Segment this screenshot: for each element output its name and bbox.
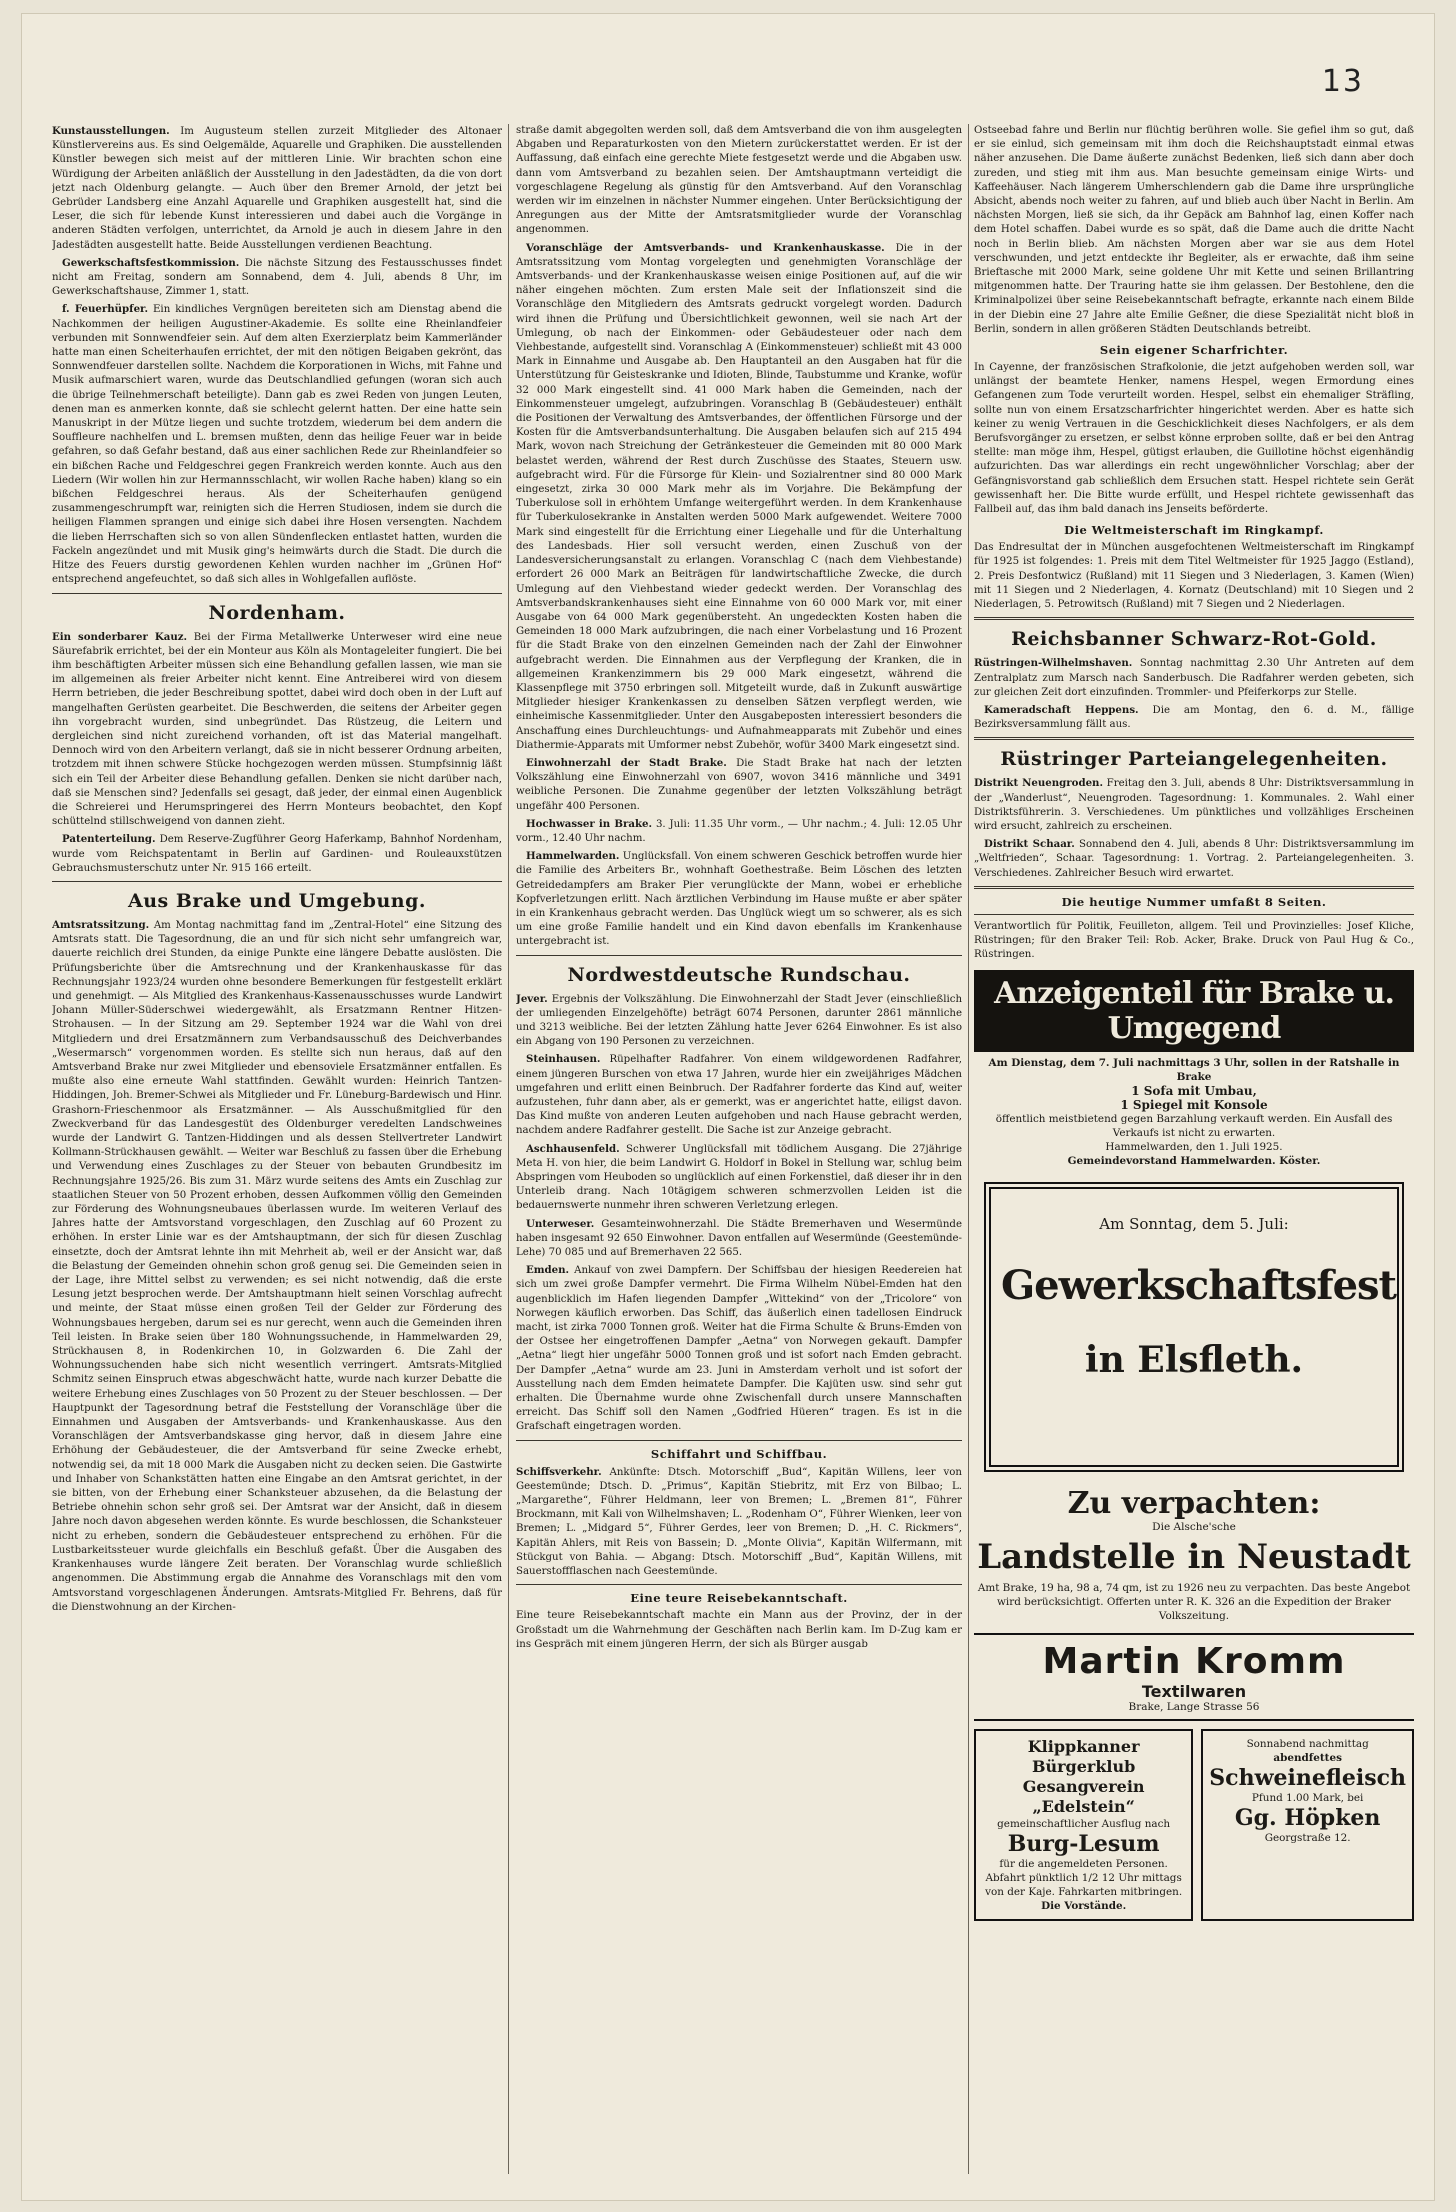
page-number: 13: [1321, 64, 1364, 99]
notice-schaar: Distrikt Schaar. Sonnabend den 4. Juli, abends 8 Uhr: Distriktsversammlung im „Weltfrieden“, Schaar. Tagesordnung: 1. Vortrag. 2. Parteiangelegenheiten. 3. Verschiedenes. Zahlreicher Besuch wird erwartet.: [974, 838, 1414, 879]
section-heading-schiffahrt: Schiffahrt und Schiffbau.: [650, 1446, 828, 1461]
notice-heppens: Kameradschaft Heppens. Die am Montag, den 6. d. M., fällige Bezirksversammlung fällt aus.: [974, 703, 1414, 731]
article-kunstausstellungen: Kunstausstellungen. Im Augusteum stellen zurzeit Mitglieder des Altonaer Künstlervereins aus. Es sind Oelgemälde, Aquarelle und Graphiken. Die ausstellenden Künstler bewegen sich meist auf der mittleren Linie. Wir brachten schon eine Würdigung der Arbeiten anläßlich der Ausstellung in den Jadestädten, da die von dort jetzt nach Oldenburg gelangte. — Auch über den Bremer Arnold, der jetzt bei Gebrüder Landsberg eine Anzahl Aquarelle und Graphiken ausgestellt hat, sind die Leser, die sich für lebende Kunst interessieren und dabei auch die Vorgänge in anderen Städten verfolgen, unterrichtet, da Arnold je auch in diesem Jahre in den Jadestädten ausgestellt hatte. Beide Ausstellungen verdienen Beachtung.: [52, 125, 502, 251]
ad-gewerkschaftsfest: Am Sonntag, dem 5. Juli: Gewerkschaftsfest in Elsfleth.: [984, 1182, 1404, 1472]
article-emden: Emden. Ankauf von zwei Dampfern. Der Schiffsbau der hiesigen Reedereien hat sich um zwei große Dampfer vermehrt. Die Firma Wilhelm Nübel-Emden hat den augenblicklich im Hafen liegenden Dampfer „Wittekind“ von der „Tricolore“ von Norwegen käuflich erworben. Das Schiff, das äußerlich einen tadellosen Eindruck macht, ist zirka 7000 Tonnen groß. Weiter hat die Firma Schulte & Bruns-Emden von der Ostsee her eingetroffenen Dampfer „Aetna“ von Norwegen gekauft. Dampfer „Aetna“ liegt hier ungefähr 5000 Tonnen groß und ist sofort nach Emden gebracht. Der Dampfer „Aetna“ wurde am 23. Juni in Amsterdam verholt und ist sofort der Ausstellung nach dem Emden heimatete Dampfer. Die Kajüten usw. sind sehr gut erhalten. Die Übernahme wurde ohne Zwischenfall durch unsere Mannschaften erreicht. Das Schiff soll den Namen „Godfried Hüeren“ tragen. Es ist in die Grafschaft eingetragen worden.: [516, 1264, 962, 1433]
article-scharfrichter: In Cayenne, der französischen Strafkolonie, die jetzt aufgehoben werden soll, war unlängst der beamtete Henker, namens Hespel, wegen Ermordung eines Gefangenen zum Tode verurteilt worden. Hespel, selbst ein ehemaliger Sträfling, sollte nun von einem Ersatzscharfrichter hingerichtet werden. Aber es hatte sich keiner zu wenig Vertrauen in die Geschicklichkeit dieses Nachfolgers, er als dem Berufsvorgänger zu ersetzen, er selbst könne erproben sollte, daß er bei den Antrag stellte: man möge ihm, Hespel, gütigst erlauben, die Guillotine höchst eigenhändig aufzurichten. Das war allerdings ein recht ungewöhnlicher Vorschlag; aber der Gefängnisvorstand gab schließlich dem Ersuchen statt. Hespel richtete sein Gerät gewissenhaft her. Die Bitte wurde erfüllt, und Hespel richtete gewissenhaft das Fallbeil auf, das ihm bald danach ins Jenseits beförderte.: [974, 362, 1414, 516]
divider: [516, 1584, 962, 1585]
article-amtsratssitzung: Amtsratssitzung. Am Montag nachmittag fand im „Zentral-Hotel“ eine Sitzung des Amtsrats statt. Die Tagesordnung, die an und für sich nicht sehr umfangreich war, dauerte reichlich drei Stunden, da einige Punkte eine längere Debatte auslösten. Die Prüfungsberichte über die Amtsrechnung und der Krankenhauskasse für das Rechnungsjahr 1923/24 wurden ohne besondere Bemerkungen für festgestellt erklärt und genehmigt. — Als Mitglied des Krankenhaus-Kassenausschusses wurde Landwirt Johann Müller-Süderschwei wiedergewählt, als Ersatzmann Rentner Hitzen-Strohausen. — In der Sitzung am 29. September 1924 war die Wahl von drei Mitgliedern und drei Ersatzmännern zum Verbandsausschuß des Deichverbandes „Wesermarsch“ vorgenommen worden. Es stellte sich nun heraus, daß auf den Amtsverband Brake nur zwei Mitglieder und ebensoviele Ersatzmänner entfallen. Es mußte also eine erneute Wahl stattfinden. Gewählt wurden: Heinrich Tantzen-Hiddingen, Joh. Bremer-Schwei als Mitglieder und Fr. Lüneburg-Bardewisch und Hinr. Grashorn-Frieschenmoor als Ersatzmänner. — Als Ausschußmitglied für den Zweckverband für das Landesgestüt des Oldenburger veredelten Landschweines wurde der Landwirt G. Tantzen-Hiddingen und als dessen Stellvertreter Landwirt Kollmann-Strückhausen gewählt. — Weiter war Beschluß zu fassen über die Erhebung und Verwendung eines Zuschlages zu der Steuer von bebauten Grundbesitz im Rechnungsjahre 1925/26. Bis zum 31. März wurde seitens des Amts ein Zuschlag zur staatlichen Steuer von 50 Prozent erhoben, dessen Aufkommen völlig den Gemeinden zur Förderung des Wohnungsneubaues überlassen wurde. Im weiteren Verlauf des Jahres hatte der Amtsvorstand vorgeschlagen, den Zuschlag auf 60 Prozent zu erhöhen. In erster Linie war es der Amtshauptmann, der sich für diesen Zuschlag einsetzte, doch der Amtsrat lehnte ihn mit Mehrheit ab, weil er der Ansicht war, daß die Belastung der Gemeinden ohnehin schon groß genug sei. Die Gemeinden seien in der Lage, ihre Mittel selbst zu verwenden; es sei nicht notwendig, daß die erste Lesung jetzt besprochen werde. Der Amtshauptmann hielt seinen Vorschlag aufrecht und meinte, der Staat müsse einen großen Teil der Gelder zur Förderung des Wohnungsbaues hergeben, darum sei es nur gerecht, wenn auch die Gemeinden ihren Teil leisten. In Brake seien über 180 Wohnungssuchende, in Hammelwarden 29, Strückhausen 8, in Rodenkirchen 10, in Golzwarden 6. Die Zahl der Wohnungssuchenden habe sich nicht wesentlich verringert. Amtsrats-Mitglied Schmitz seinen Einspruch etwas abgeschwächt hatte, wurde nach kurzer Debatte die weitere Erhebung eines Zuschlages von 50 Prozent zu der Steuer beschlossen. — Der Hauptpunkt der Tagesordnung betraf die Feststellung der Voranschläge über die Einnahmen und Ausgaben der Amtsverbands- und Krankenhauskasse. Aus den Voranschlägen der Amtsverbandskasse ging hervor, daß in diesem Jahre eine Erhöhung der Gebäudesteuer, die der Amtsverband für seine Zwecke erhebt, notwendig sei, da mit 18 000 Mark die Ausgaben nicht zu decken seien. Die Gastwirte und Inhaber von Schankstätten hatten eine Eingabe an den Amtsrat gerichtet, in der sie bitten, von der Erhebung einer Schanksteuer abzusehen, da die Belastung der Betriebe ohnehin schon sehr groß sei. Der Amtsrat war der Ansicht, daß in diesem Jahre noch davon abgesehen werden könnte. Es wurde beschlossen, die Schanksteuer nicht zu erheben, sondern die Gebäudesteuer entsprechend zu erhöhen. Für die Lustbarkeitssteuer wurde gleichfalls ein Beschluß gefaßt. Über die Ausgaben des Krankenhauses wurde längere Zeit beraten. Der Voranschlag wurde schließlich angenommen. Die Abstimmung ergab die Annahme des Voranschlags mit den vom Amtsvorstand vorgeschlagenen Änderungen. Amtsrats-Mitglied Fr. Behrens, daß für die Dienstwohnung an der Kirchen-: [52, 918, 502, 1613]
article-hochwasser: Hochwasser in Brake. 3. Juli: 11.35 Uhr vorm., — Uhr nachm.; 4. Juli: 12.05 Uhr vorm., 12.40 Uhr nachm.: [516, 817, 962, 844]
ad-verpachtung: Zu verpachten: Die Alsche'sche Landstelle in Neustadt Amt Brake, 19 ha, 98 a, 74 qm, ist zu 1926 neu zu verpachten. Das beste Angebot wird berücksichtigt. Offerten unter R. K. 326 an die Expedition der Braker Volkszeitung.: [977, 1486, 1411, 1623]
column-3: [974, 124, 1414, 2174]
ads-row: [974, 1729, 1414, 1921]
divider: [974, 914, 1414, 915]
notice-neuengroden: Distrikt Neuengroden. Freitag den 3. Juli, abends 8 Uhr: Distriktsversammlung in der „Wanderlust“, Neuengroden. Tagesordnung: 1. Kommunales. 2. Wahl einer Distriktsführerin. 3. Verschiedenes. Um pünktliches und vollzähliges Erscheinen wird ersucht, zahlreich zu erscheinen.: [974, 777, 1414, 832]
impressum: Verantwortlich für Politik, Feuilleton, allgem. Teil und Provinzielles: Josef Kliche, Rüstringen; für den Braker Teil: Rob. Acker, Brake. Druck von Paul Hug & Co., Rüstringen.: [974, 920, 1414, 961]
article-einwohnerzahl-brake: Einwohnerzahl der Stadt Brake. Die Stadt Brake hat nach der letzten Volkszählung eine Einwohnerzahl von 6907, wovon 3416 männliche und 3491 weibliche Personen. Die Zunahme gegenüber der letzten Volkszählung beträgt ungefähr 400 Personen.: [516, 756, 962, 812]
section-heading-nordwest: Nordwestdeutsche Rundschau.: [567, 963, 911, 986]
section-heading-scharfrichter: Sein eigener Scharfrichter.: [1099, 343, 1289, 358]
column-rule: [508, 124, 509, 2174]
article-festkommission: Gewerkschaftsfestkommission. Die nächste Sitzung des Festausschusses findet nicht am Freitag, sondern am Sonnabend, dem 4. Juli, abends 8 Uhr, im Gewerkschaftshause, Zimmer 1, statt.: [52, 256, 502, 298]
article-reise-continued: Ostseebad fahre und Berlin nur flüchtig berühren wolle. Sie gefiel ihm so gut, daß er sie einlud, sich gemeinsam mit ihm doch die Reichshauptstadt einmal etwas näher anzusehen. Die Dame äußerte zunächst Bedenken, ließ sich dann aber doch zureden, und stieg mit ihm aus. Man besuchte gemeinsam einige Wirts- und Kaffeehäuser. Nach längerem Umherschlendern gab die Dame ihre ursprüngliche Absicht, abends noch weiter zu fahren, auf und blieb auch über Nacht in Berlin. Am nächsten Morgen, ließ sie sich, da ihr Gepäck am Bahnhof lag, einen Koffer nach dem Hotel schaffen. Dabei wurde es so spät, daß die Dame auch die dritte Nacht noch in Berlin blieb. Am nächsten Morgen aber war sie aus dem Hotel verschwunden, und jetzt entdeckte ihr Begleiter, als er erwachte, daß ihm seine Brieftasche mit 2000 Mark, seine goldene Uhr mit Kette und seinen Brillantring mitgenommen hatte. Der Trauring hatte sie ihm gelassen. Der Bestohlene, den die Kriminalpolizei über seine Reisebekanntschaft befragte, erkannte nach einem Bilde in der Diebin eine 27 Jahre alte Emilie Geßner, die diese Spezialität nicht bloß in Berlin, sondern in allen größeren Städten Deutschlands betreibt.: [974, 125, 1414, 335]
article-patenterteilung: Patenterteilung. Dem Reserve-Zugführer Georg Haferkamp, Bahnhof Nordenham, wurde vom Reichspatentamt in Berlin auf Gardinen- und Rouleauxstützen Gebrauchsmusterschutz unter Nr. 915 166 erteilt.: [52, 833, 502, 874]
article-sonderbarer-kauz: Ein sonderbarer Kauz. Bei der Firma Metallwerke Unterweser wird eine neue Säurefabrik errichtet, bei der ein Monteur aus Köln als Montageleiter fungiert. Die bei ihm beschäftigten Arbeiter müssen sich eine Behandlung gefallen lassen, wie man sie im allgemeinen als freier Arbeiter nicht kennt. Eine Antreiberei wird von diesem Herrn betrieben, die jeder Beschreibung spottet, dabei wird doch oben in der Luft auf mangelhaften Gerüsten gearbeitet. Die Beschwerden, die seitens der Arbeiter gegen ihn vorgebracht wurden, sind unbegründet. Das Rüstzeug, die Leitern und dergleichen sind nicht zureichend vorhanden, oft ist das Material mangelhaft. Dennoch wird von den Arbeitern verlangt, daß sie in nicht besserer Ordnung arbeiten, trotzdem mit ihnen schwere Stücke hochgezogen werden müssen. Stumpfsinnig läßt sich ein Teil der Arbeiter diese Behandlung gefallen. Denken sie nicht darüber nach, daß sie Menschen sind? Jedenfalls sei gesagt, daß jeder, der einmal einen Augenblick die Schreierei und Herumspringerei des Herrn Monteurs beobachtet, den Kopf schüttelnd stillschweigend von dannen zieht.: [52, 630, 502, 828]
section-heading-parteiangelegenheiten: Rüstringer Parteiangelegenheiten.: [1000, 748, 1388, 771]
article-reisebekanntschaft: Eine teure Reisebekanntschaft machte ein Mann aus der Provinz, der in der Großstadt um die Wahrnehmung der Geschäften nach Berlin kam. Im D-Zug kam er ins Gespräch mit einem jüngeren Herrn, der sich als Bürger ausgab: [516, 1610, 962, 1650]
section-heading-nordenham: Nordenham.: [208, 601, 346, 624]
article-voranschlaege: Voranschläge der Amtsverbands- und Krankenhauskasse. Die in der Amtsratssitzung vom Montag vorgelegten und genehmigten Voranschläge der Amtsverbands- und der Krankenhauskasse weisen einige Positionen auf, auf die wir näher eingehen möchten. Zum ersten Male seit der Inflationszeit sind die Voranschläge den Mitgliedern des Amtsrats gedruckt vorgelegt worden. Dadurch wird ihnen die Prüfung und Übersichtlichkeit gewonnen, weil sie nach Art der Umlegung, ob nach der Einkommen- oder Gebäudesteuer oder nach dem Viehbestande, aufgestellt sind. Voranschlag A (Einkommensteuer) schließt mit 43 000 Mark in Einnahme und Ausgabe ab. Den Hauptanteil an den Ausgaben hat für die Unterstützung für Geisteskranke und Idioten, Blinde, Taubstumme und Kranke, wofür 32 000 Mark eingestellt sind. 41 000 Mark haben die Gemeinden, nach der Einkommensteuer umgelegt, aufzubringen. Voranschlag B (Gebäudesteuer) enthält die Positionen der Verwaltung des Amtsverbandes, der öffentlichen Fürsorge und der Kosten für die Amtsverbandsunterhaltung. Die Ausgaben belaufen sich auf 215 494 Mark, wovon nach Streichung der Getränkesteuer die Gemeinden mit 80 000 Mark belastet werden, während der Rest durch Zuschüsse des Staates, Steuern usw. aufgebracht wird. Für die Fürsorge für Klein- und Sozialrentner sind 80 000 Mark eingesetzt, zirka 30 000 Mark mehr als im Vorjahre. Die Bekämpfung der Tuberkulose soll in erhöhtem Umfange weitergeführt werden. In dem Krankenhause für Tuberkulosekranke in Anstalten werden 5000 Mark aufgewendet. Weitere 7000 Mark sind eingestellt für die Errichtung einer Liegehalle und für die Unterhaltung des Landesbads. Hier soll versucht werden, einen Zuschuß von der Landesversicherungsanstalt zu erlangen. Voranschlag C (nach dem Viehbestande) erfordert 26 000 Mark an Beiträgen für landwirtschaftliche Zwecke, die durch Umlegung auf den Viehbestand wieder gedeckt werden. Der Voranschlag des Amtsverbandskrankenhauses sieht eine Einnahme von 60 000 Mark vor, mit einer Ausgabe von 64 000 Mark gegenübersteht. An ungedeckten Kosten haben die Gemeinden 18 000 Mark aufzubringen, die nach einer Vorbelastung und 16 Prozent für die Stadt Brake von den einzelnen Gemeinden nach der Zahl der Einwohner aufgebracht werden. Die Einnahmen aus der Verpflegung der Kranken, die in allgemeinen Krankenzimmern bis 29 000 Mark eingesetzt, während die Klassenpflege mit 3750 erbringen soll. Mitgeteilt wurde, daß in Zukunft auswärtige Mitglieder hiesiger Krankenkassen zu denselben Sätzen verpflegt werden, wie einheimische Kassenmitglieder. Unter den Ausgabeposten interessiert besonders die Anschaffung eines Durchleuchtungs- und Aufnahmeapparats mit Zubehör und eines Diathermie-Apparats mit Umformer nebst Zubehör, wofür 3400 Mark eingesetzt sind.: [516, 241, 962, 751]
notice-ruestringen: Rüstringen-Wilhelmshaven. Sonntag nachmittag 2.30 Uhr Antreten auf dem Zentralplatz zum Marsch nach Sanderbusch. Die Radfahrer werden gebeten, sich zur gleichen Zeit dort einzufinden. Trommler- und Pfeiferkorps zur Stelle.: [974, 657, 1414, 698]
divider: [516, 1440, 962, 1441]
column-1: [52, 124, 502, 2174]
article-weltmeisterschaft: Das Endresultat der in München ausgefochtenen Weltmeisterschaft im Ringkampf für 1925 ist folgendes: 1. Preis mit dem Titel Weltmeister für 1925 Jaggo (Estland), 2. Preis Desfontwicz (Rußland) mit 11 Siegen und 3 Niederlagen, 3. Kamen (Wien) mit 11 Siegen und 2 Niederlagen, 4. Kornatz (Deutschland) mit 10 Siegen und 2 Niederlagen, 5. Petrowitsch (Rußland) mit 7 Siegen und 2 Niederlagen.: [974, 542, 1414, 611]
newspaper-page: [22, 14, 1434, 2200]
section-heading-reisebekanntschaft: Eine teure Reisebekanntschaft.: [630, 1591, 848, 1606]
article-feuerhuepfer: f. Feuerhüpfer. Ein kindliches Vergnügen bereiteten sich am Dienstag abend die Nachkommen der heiligen Augustiner-Akademie. Es sollte eine Rheinlandfeier verbunden mit Sonnwendfeier sein. Auf dem alten Exerzierplatz beim Kammerländer hatte man einen Scheiterhaufen errichtet, der mit den nötigen Beigaben gekrönt, das Sonnwendfeuer darstellen sollte. Nachdem die Korporationen in Wichs, mit Fahne und Musik aufmarschiert waren, wurde das Deutschlandlied gefungen (woran sich auch die übrige Teilnehmerschaft beteiligte). Dann gab es zwei Reden von jungen Leuten, denen man es anmerken konnte, daß sie schlecht gelernt hatten. Der eine hatte sein Manuskript in der Mütze liegen und suchte trotzdem, wiederum bei dem andern die Souffleure nachhelfen und L. bremsen mußten, denn das heilige Feuer war in beide gefahren, so daß Gefahr bestand, daß aus einer sachlichen Rede zur Rheinlandfeier so ein bißchen Rache und Feldgeschrei gegen Frankreich werden konnte. Auch aus den Liedern (Wir wollen hin zur Hermannsschlacht, wir wollen Rache haben) klang so ein bißchen Feldgeschrei heraus. Als der Scheiterhaufen genügend zusammengeschrumpft war, reinigten sich die Herren Studiosen, indem sie durch die heiligen Flammen sprangen und einige sich dabei ihre Hosen versengten. Nachdem die lieben Herrschaften sich so von allen Sündenflecken entlastet hatten, wurden die Fackeln angezündet und mit Musik ging's heimwärts durch die Stadt. Die durch die Hitze des Feuers durstig gewordenen Kehlen wurden nachher im „Grünen Hof“ entsprechend angefeuchtet, so daß sich alles in Wohlgefallen auflöste.: [52, 303, 502, 586]
divider: [52, 881, 502, 882]
section-heading-reichsbanner: Reichsbanner Schwarz-Rot-Gold.: [1011, 628, 1377, 651]
article-schiffsverkehr: Schiffsverkehr. Ankünfte: Dtsch. Motorschiff „Bud“, Kapitän Willens, leer von Geestemünde; Dtsch. D. „Primus“, Kapitän Stiebritz, mit Erz von Bilbao; L. „Margarethe“, Führer Heldmann, leer von Bremen; L. „Bremen 81“, Führer Brockmann, mit Kali von Wilhelmshaven; L. „Rodenham O“, Führer Wienken, leer von Bremen; L. „Midgard 5“, Führer Gerdes, leer von Bremen; D. „H. C. Rickmers“, Kapitän Ahlers, mit Reis von Bassein; D. „Monte Olivia“, Kapitän Wilfermann, mit Stückgut von Bahia. — Abgang: Dtsch. Motorschiff „Bud“, Kapitän Willens, mit Sauerstoffflaschen nach Geestemünde.: [516, 1465, 962, 1578]
column-rule: [968, 124, 969, 2174]
issue-page-count: Die heutige Nummer umfaßt 8 Seiten.: [1061, 894, 1327, 909]
article-hammelwarden: Hammelwarden. Unglücksfall. Von einem schweren Geschick betroffen wurde hier die Familie des Arbeiters Br., wohnhaft Goethestraße. Beim Löschen des letzten Getreidedampfers am Braker Pier verunglückte der Mann, wobei er erhebliche Kopfverletzungen erlitt. Nach ärztlichen Verbindung im Hause mußte er aber später in ein Krankenhaus gebracht werden. Das Unglück wiegt um so schwerer, als es sich um eine große Familie handelt und ein Kind davon ebenfalls im Krankenhause untergebracht ist.: [516, 850, 962, 948]
divider: [974, 886, 1414, 889]
article-amtsrat-continued: straße damit abgegolten werden soll, daß dem Amtsverband die von ihm ausgelegten Abgaben und Reparaturkosten von den Mietern zurückerstattet werden. Er ist der Auffassung, daß einfach eine gerechte Miete festgesetzt werde und die Abgaben usw. dann vom Amtsverband zu bezahlen seien. Der Amtshauptmann verteidigt die vorgeschlagene Regelung als günstig für den Amtsverband. Auf den Voranschlag werden wir im einzelnen in nächster Nummer eingehen. Unter Berücksichtigung der Anregungen aus der Mitte der Amtsratsmitglieder wurde der Voranschlag angenommen.: [516, 125, 962, 236]
article-jever: Jever. Ergebnis der Volkszählung. Die Einwohnerzahl der Stadt Jever (einschließlich der umliegenden Einzelgehöfte) beträgt 6074 Personen, darunter 2861 männliche und 3213 weibliche. Bei der letzten Zählung hatte Jever 6264 Einwohner. Es ist also ein Abgang von 190 Personen zu verzeichnen.: [516, 992, 962, 1048]
ad-martin-kromm: Martin Kromm Textilwaren Brake, Lange Strasse 56: [974, 1633, 1414, 1721]
divider: [52, 593, 502, 594]
divider: [516, 955, 962, 956]
article-aschhausenfeld: Aschhausenfeld. Schwerer Unglücksfall mit tödlichem Ausgang. Die 27jährige Meta H. von hier, die beim Landwirt G. Holdorf in Bokel in Stellung war, schlug beim Abspringen vom Heuboden so unglücklich auf einen Forkenstiel, daß dieser ihr in den Unterleib drang. Nach 10tägigem schweren schmerzvollen Leiden ist die bedauernswerte nunmehr ihren schweren Verletzung erlegen.: [516, 1142, 962, 1212]
section-heading-brake: Aus Brake und Umgebung.: [127, 889, 426, 912]
ad-auction: Am Dienstag, dem 7. Juli nachmittags 3 Uhr, sollen in der Ratshalle in Brake 1 Sofa mit Umbau, 1 Spiegel mit Konsole öffentlich meistbietend gegen Barzahlung verkauft werden. Ein Ausfall des Verkaufs ist nicht zu erwarten. Hammelwarden, den 1. Juli 1925. Gemeindevorstand Hammelwarden. Köster.: [988, 1057, 1400, 1168]
column-2: [516, 124, 962, 2174]
article-steinhausen: Steinhausen. Rüpelhafter Radfahrer. Von einem wildgewordenen Radfahrer, einem jüngeren Burschen von etwa 17 Jahren, wurde hier ein zweijähriges Mädchen umgefahren und erlitt einen Beinbruch. Der Radfahrer forderte das Kind auf, weiter aufzustehen, fuhr dann aber, als er gemerkt, was er angerichtet hatte, eiligst davon. Das Kind mußte von anderen Leuten aufgehoben und nach Hause gebracht werden, nachdem andere Radfahrer gestellt. Die Sache ist zur Anzeige gebracht.: [516, 1053, 962, 1137]
divider: [974, 617, 1414, 620]
ads-section-title: Anzeigenteil für Brake u. Umgegend: [974, 970, 1414, 1052]
divider: [974, 737, 1414, 740]
section-heading-weltmeisterschaft: Die Weltmeisterschaft im Ringkampf.: [1064, 523, 1324, 538]
ad-hoepken: Sonnabend nachmittag abendfettes Schweinefleisch Pfund 1.00 Mark, bei Gg. Höpken Georgstraße 12.: [1201, 1729, 1414, 1921]
ad-buergerklub: Klippkanner Bürgerklub Gesangverein „Edelstein“ gemeinschaftlicher Ausflug nach Burg-Lesum für die angemeldeten Personen. Abfahrt pünktlich 1/2 12 Uhr mittags von der Kaje. Fahrkarten mitbringen. Die Vorstände.: [974, 1729, 1193, 1921]
article-unterweser: Unterweser. Gesamteinwohnerzahl. Die Städte Bremerhaven und Wesermünde haben insgesamt 92 650 Einwohner. Davon entfallen auf Wesermünde (Geestemünde-Lehe) 70 085 und auf Bremerhaven 22 565.: [516, 1217, 962, 1259]
